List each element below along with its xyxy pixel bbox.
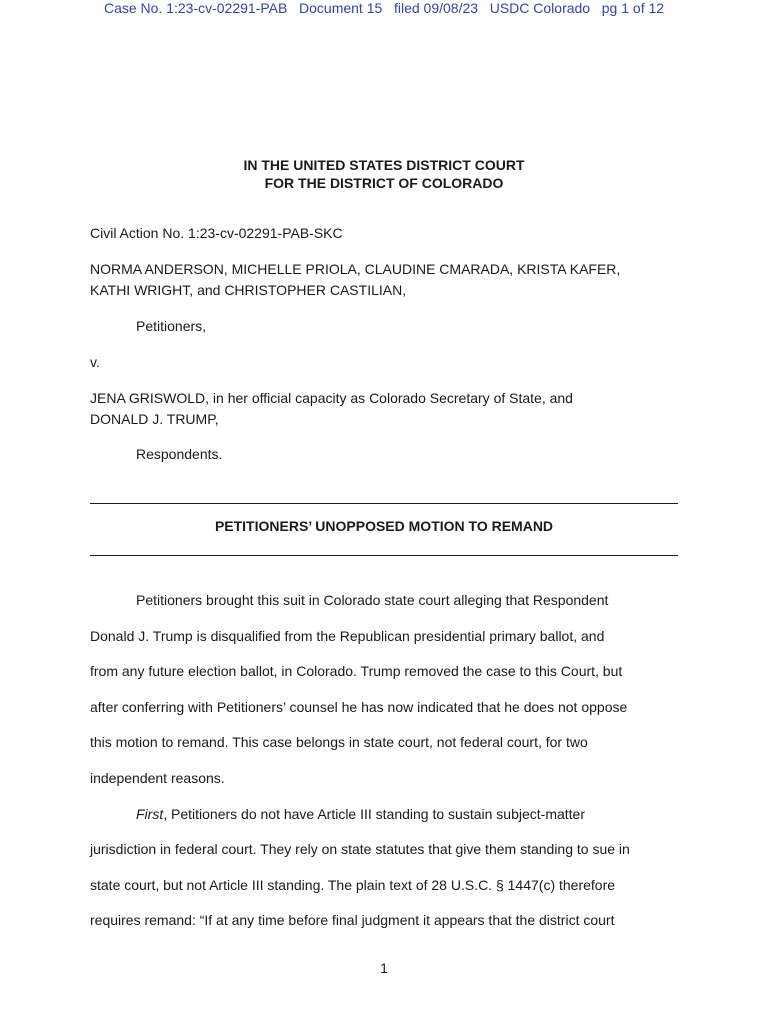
motion-body bbox=[90, 583, 678, 939]
court-filing-stamp bbox=[0, 0, 768, 16]
stamp-page: pg 1 of 12 bbox=[601, 0, 665, 16]
court-line-2: FOR THE DISTRICT OF COLORADO bbox=[264, 175, 504, 191]
petitioners-names-1: NORMA ANDERSON, MICHELLE PRIOLA, CLAUDINE CMARADA, KRISTA KAFER, bbox=[90, 261, 621, 277]
respondents-names-1: JENA GRISWOLD, in her official capacity as Colorado Secretary of State, and bbox=[90, 390, 573, 406]
body-line: jurisdiction in federal court. They rely on state statutes that give them standing to sue in bbox=[90, 841, 630, 858]
first-label: First bbox=[136, 805, 164, 822]
motion-title: PETITIONERS’ UNOPPOSED MOTION TO REMAND bbox=[214, 518, 554, 534]
petitioners-names-2: KATHI WRIGHT, and CHRISTOPHER CASTILIAN, bbox=[90, 282, 407, 298]
body-line: state court, but not Article III standing. The plain text of 28 U.S.C. § 1447(c) therefore bbox=[90, 876, 616, 893]
stamp-document: Document 15 bbox=[299, 0, 383, 16]
respondents-names-2: DONALD J. TRUMP, bbox=[90, 411, 219, 427]
body-line bbox=[90, 797, 678, 833]
body-line: Petitioners brought this suit in Colorado state court alleging that Respondent bbox=[136, 592, 609, 608]
body-line-rest: , Petitioners do not have Article III standing to sustain subject-matter bbox=[163, 805, 585, 822]
court-caption bbox=[0, 156, 768, 192]
body-line: after conferring with Petitioners’ counsel he has now indicated that he does not oppose bbox=[90, 698, 628, 715]
title-rule-top bbox=[90, 503, 678, 504]
body-line: this motion to remand. This case belongs in state court, not federal court, for two bbox=[90, 734, 588, 751]
petitioners-block bbox=[90, 259, 678, 301]
civil-action-number: Civil Action No. 1:23-cv-02291-PAB-SKC bbox=[90, 225, 343, 241]
body-line: from any future election ballot, in Colorado. Trump removed the case to this Court, but bbox=[90, 663, 623, 680]
stamp-court: USDC Colorado bbox=[489, 0, 591, 16]
versus: v. bbox=[90, 354, 100, 370]
body-line: requires remand: “If at any time before final judgment it appears that the district court bbox=[90, 912, 615, 929]
title-rule-bottom bbox=[90, 555, 678, 556]
petitioners-role: Petitioners, bbox=[136, 318, 207, 334]
body-line: Donald J. Trump is disqualified from the Republican presidential primary ballot, and bbox=[90, 627, 605, 644]
respondents-role: Respondents. bbox=[136, 446, 223, 462]
respondents-block bbox=[90, 388, 678, 430]
stamp-case-no: Case No. 1:23-cv-02291-PAB bbox=[103, 0, 288, 16]
court-line-1: IN THE UNITED STATES DISTRICT COURT bbox=[243, 157, 525, 173]
page-number: 1 bbox=[380, 960, 388, 976]
stamp-filed: filed 09/08/23 bbox=[393, 0, 479, 16]
body-line: independent reasons. bbox=[90, 769, 225, 786]
